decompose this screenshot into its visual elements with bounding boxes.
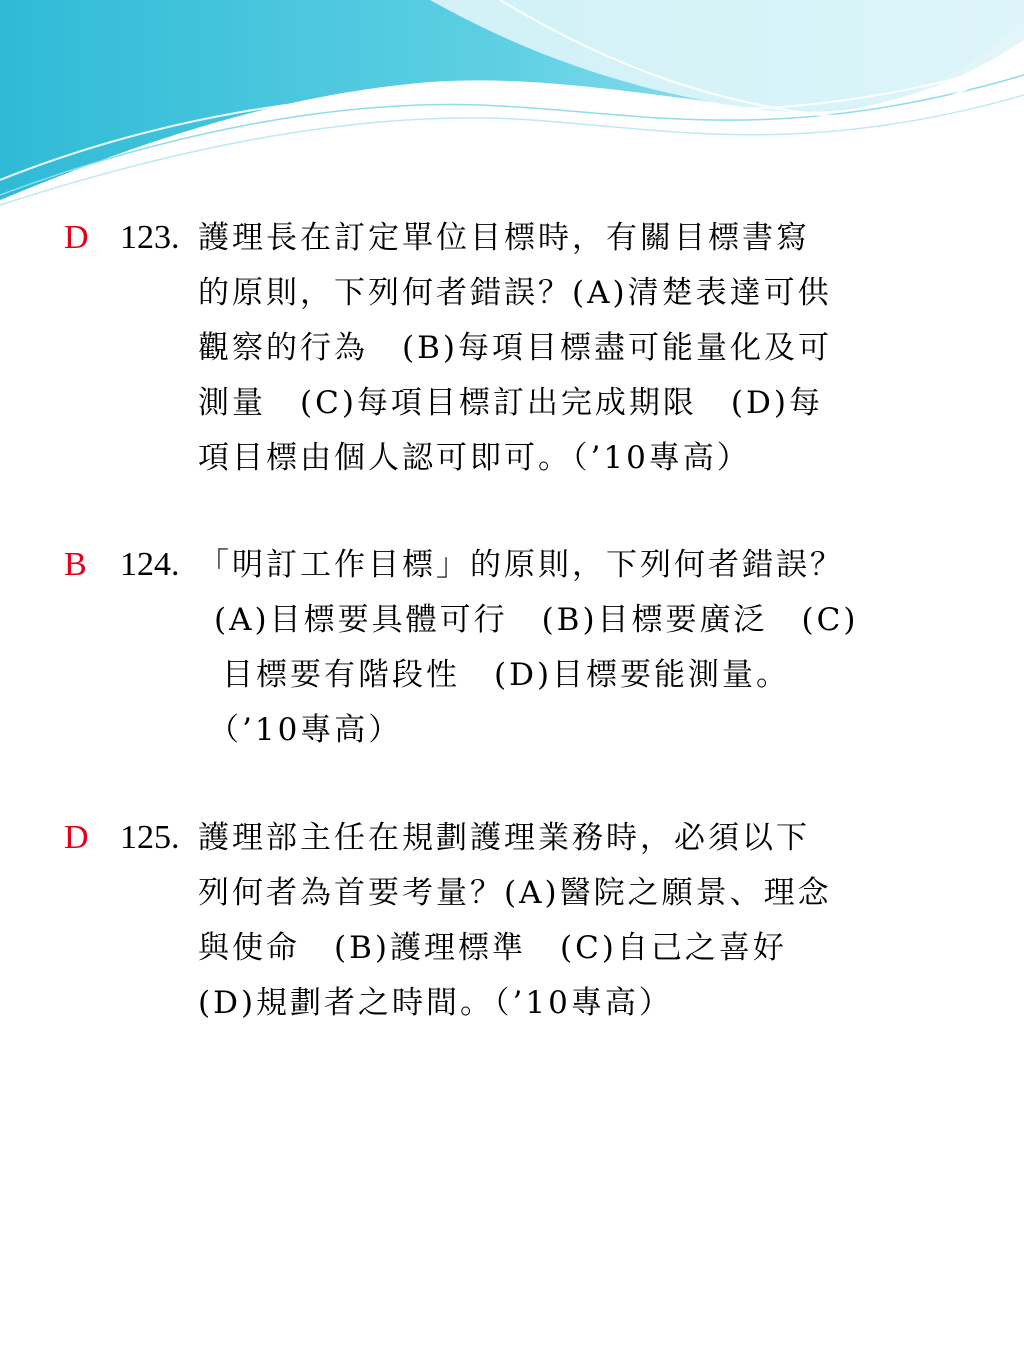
answer-letter: B [64, 546, 87, 583]
question-number: 124. [120, 546, 180, 583]
question-text-line: 護理長在訂定單位目標時，有關目標書寫 [198, 220, 810, 256]
question-number: 125. [120, 819, 180, 856]
question-text-line: 列何者為首要考量？(A)醫院之願景、理念 [198, 875, 832, 911]
question-number: 123. [120, 219, 180, 256]
question-text-line: (A)目標要具體可行 (B)目標要廣泛 (C) [214, 602, 859, 638]
question-text-line: 護理部主任在規劃護理業務時，必須以下 [198, 820, 810, 856]
header-wave-decoration [0, 0, 1024, 220]
question-text-line: 與使命 (B)護理標準 (C)自己之喜好 [198, 930, 787, 966]
question-text-line: 的原則，下列何者錯誤？(A)清楚表達可供 [198, 275, 832, 311]
question-text-line: 觀察的行為 (B)每項目標盡可能量化及可 [198, 330, 832, 366]
question-text-line: （’10專高） [208, 712, 403, 748]
question-text-line: (D)規劃者之時間。（’10專高） [198, 985, 673, 1021]
question-text-line: 目標要有階段性 (D)目標要能測量。 [222, 657, 791, 693]
question-text-line: 測量 (C)每項目標訂出完成期限 (D)每 [198, 385, 823, 421]
answer-letter: D [64, 219, 89, 256]
question-text-line: 「明訂工作目標」的原則，下列何者錯誤？ [198, 547, 844, 583]
question-text-line: 項目標由個人認可即可。（’10專高） [198, 440, 751, 476]
answer-letter: D [64, 819, 89, 856]
